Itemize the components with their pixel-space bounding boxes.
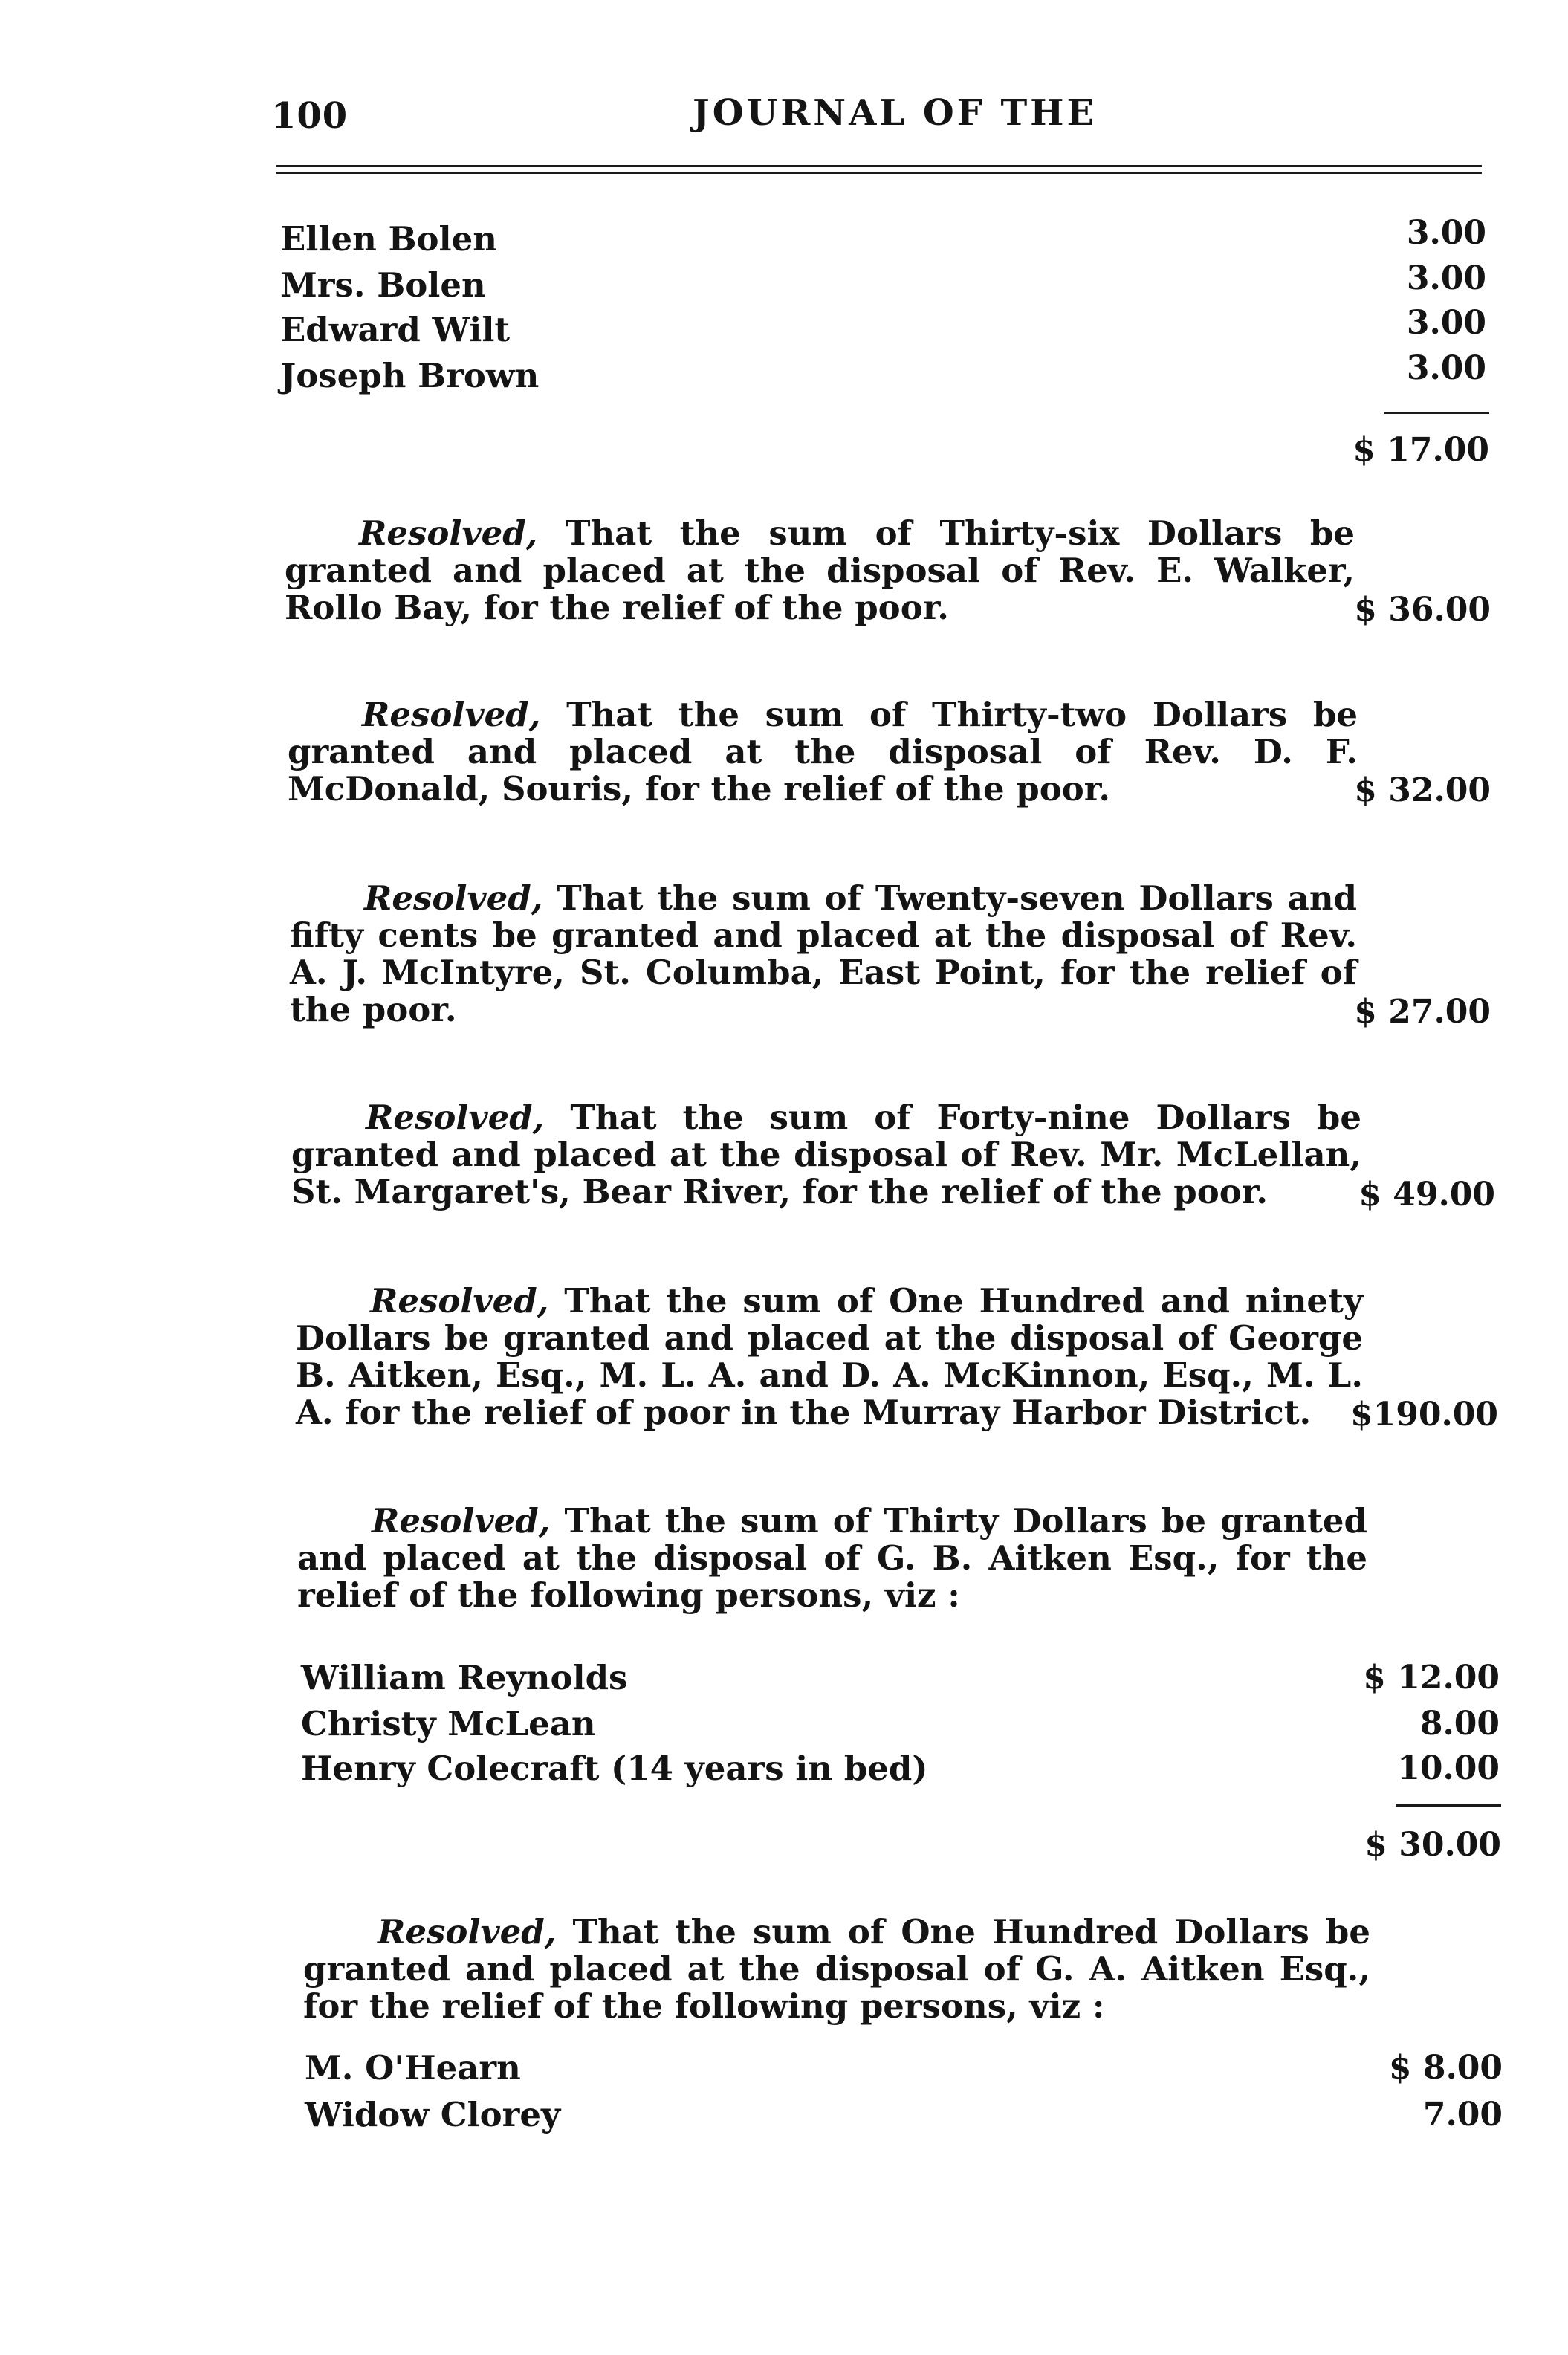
list-total: $ 17.00	[1352, 431, 1489, 469]
header-rule-top	[276, 165, 1482, 167]
resolution-lead: Resolved,	[362, 695, 541, 734]
list-item-name: Mrs. Bolen	[280, 265, 486, 305]
list-item-name: Ellen Bolen	[280, 219, 497, 259]
resolution-text: That the sum of One Hundred and ninety Dollars be granted and placed at the disposal of George B. Aitken, Esq., M. L. A. and D. A. McKinnon, Esq., M. L. A. for the relief of poor in the Murray Harbor District.	[296, 1281, 1363, 1432]
list-item-name: Widow Clorey	[305, 2095, 561, 2134]
subtotal-rule	[1384, 412, 1489, 414]
header-rule-bottom	[276, 172, 1482, 174]
list-item-amount: 3.00	[1406, 304, 1486, 342]
resolution-lead: Resolved,	[370, 1281, 549, 1321]
resolution-lead: Resolved,	[366, 1098, 545, 1137]
resolution-text: That the sum of Thirty-six Dollars be granted and placed at the disposal of Rev. E. Walker, Rollo Bay, for the relief of the poor.	[285, 514, 1355, 627]
list-item-name: Christy McLean	[301, 1704, 596, 1743]
list-item-name: Henry Colecraft (14 years in bed)	[301, 1749, 928, 1788]
resolution-amount: $ 36.00	[1354, 591, 1491, 629]
subtotal-rule	[1396, 1804, 1501, 1807]
list-item-amount: 7.00	[1422, 2096, 1503, 2134]
list-item-name: M. O'Hearn	[305, 2048, 521, 2087]
resolution-text: That the sum of Twenty-seven Dollars and fifty cents be granted and placed at the disposal of Rev. A. J. McIntyre, St. Columba, East Point, for the relief of the poor.	[290, 878, 1357, 1029]
running-title: JOURNAL OF THE	[693, 92, 1098, 134]
resolution-lead: Resolved,	[372, 1501, 551, 1541]
list-item-amount: $ 12.00	[1363, 1659, 1500, 1697]
resolution-amount: $ 32.00	[1354, 771, 1491, 809]
page-number: 100	[271, 95, 349, 137]
list-item-name: Edward Wilt	[280, 310, 511, 349]
resolution-text: That the sum of Thirty Dollars be granted and placed at the disposal of G. B. Aitken Esq., for the relief of the following persons, viz :	[297, 1501, 1367, 1615]
resolution-amount: $ 49.00	[1358, 1176, 1495, 1214]
list-item-amount: $ 8.00	[1388, 2049, 1503, 2087]
list-item-amount: 3.00	[1406, 349, 1486, 387]
resolution-lead: Resolved,	[359, 514, 538, 553]
list-item-name: Joseph Brown	[280, 356, 540, 395]
resolution-text: That the sum of One Hundred Dollars be granted and placed at the disposal of G. A. Aitken Esq., for the relief of the following persons, viz :	[303, 1912, 1370, 2026]
resolution-text: That the sum of Thirty-two Dollars be granted and placed at the disposal of Rev. D. F. McDonald, Souris, for the relief of the poor.	[288, 695, 1358, 809]
resolution-lead: Resolved,	[378, 1912, 557, 1951]
list-item-name: William Reynolds	[301, 1658, 628, 1697]
resolution-lead: Resolved,	[364, 878, 543, 918]
list-total: $ 30.00	[1364, 1826, 1501, 1864]
list-item-amount: 3.00	[1406, 259, 1486, 297]
list-item-amount: 10.00	[1397, 1749, 1500, 1787]
list-item-amount: 3.00	[1406, 214, 1486, 252]
list-item-amount: 8.00	[1419, 1705, 1500, 1743]
resolution-text: That the sum of Forty-nine Dollars be granted and placed at the disposal of Rev. Mr. McLellan, St. Margaret's, Bear River, for the relief of the poor.	[291, 1098, 1361, 1211]
resolution-amount: $ 27.00	[1354, 993, 1491, 1031]
resolution-amount: $190.00	[1350, 1396, 1498, 1434]
